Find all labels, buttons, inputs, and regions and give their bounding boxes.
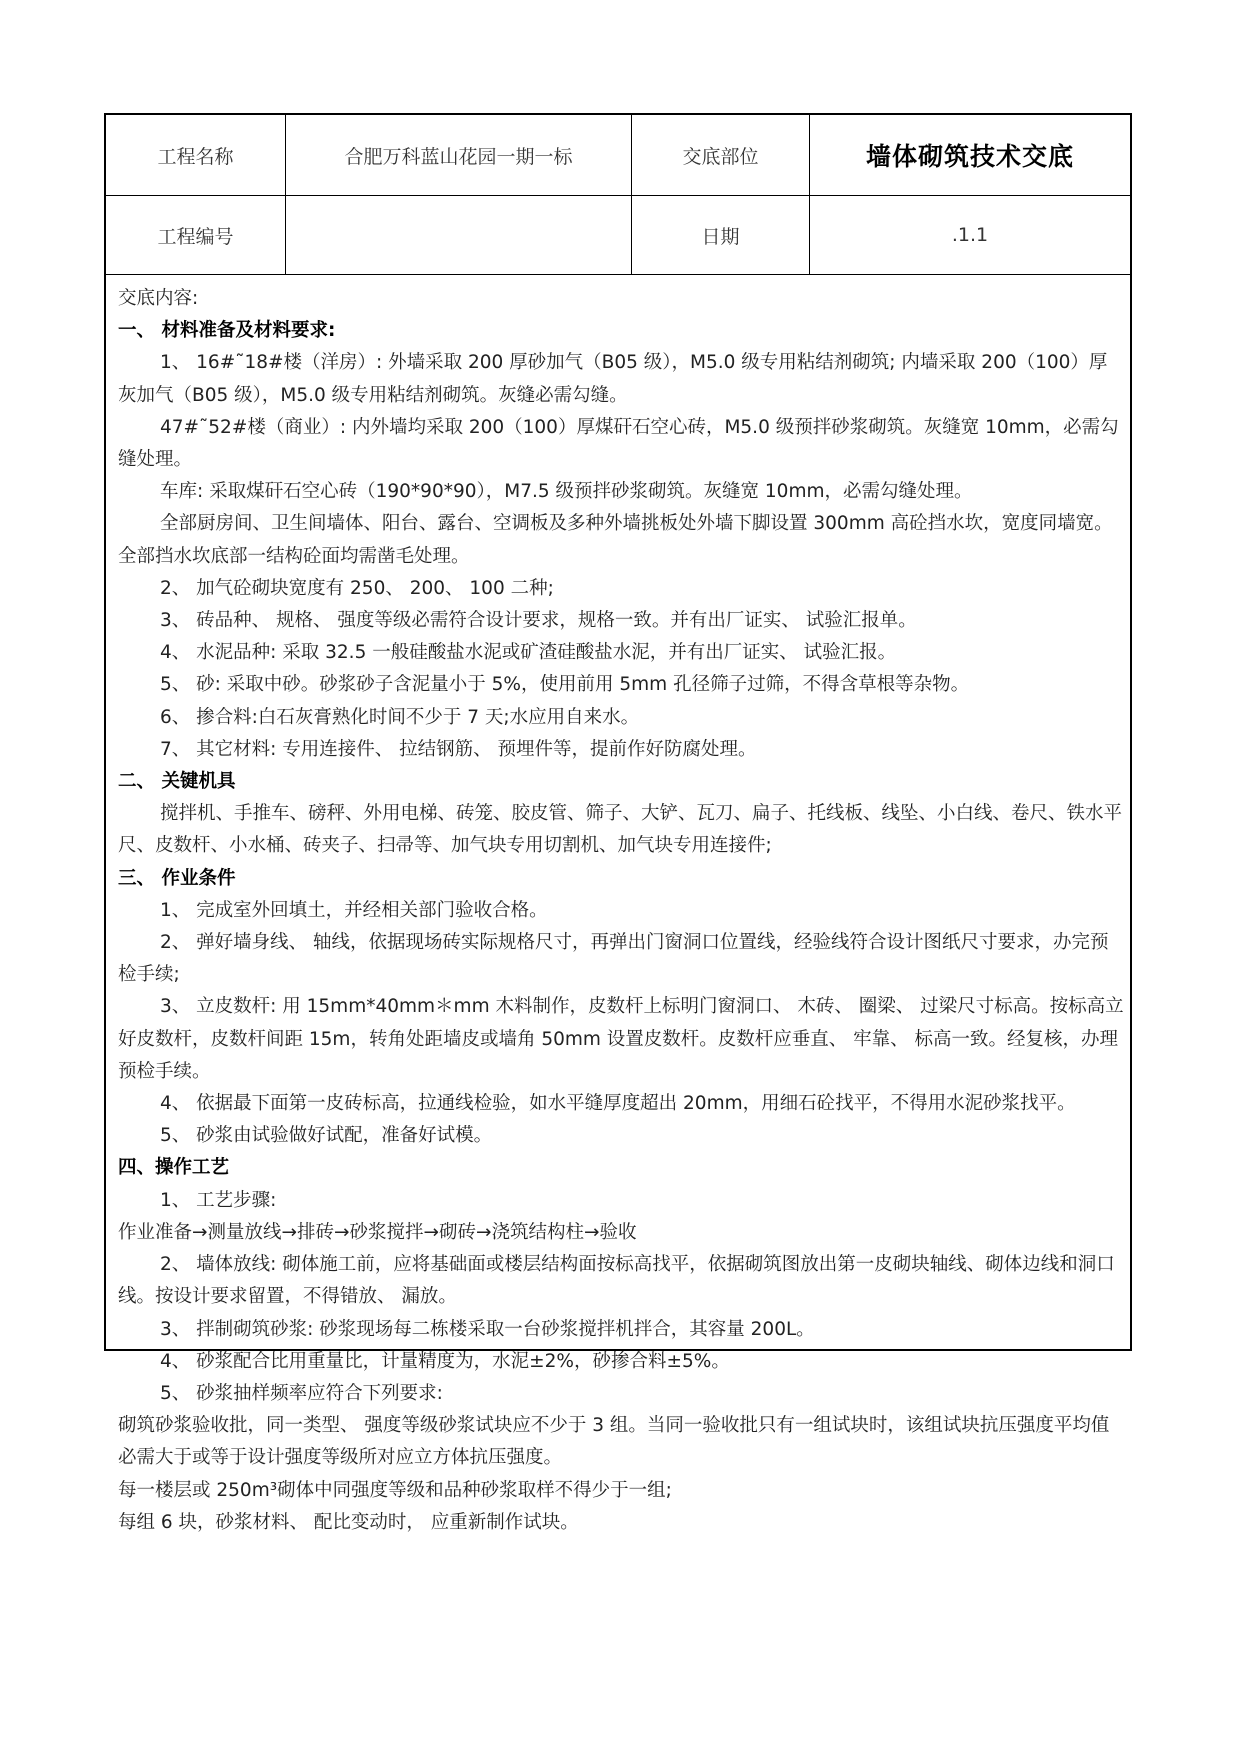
paragraph: 1、 完成室外回填土，并经相关部门验收合格。 [160, 899, 548, 921]
handover-part-label: 交底部位 [632, 115, 810, 195]
project-number-value [286, 196, 632, 274]
paragraph: 6、 掺合料:白石灰膏熟化时间不少于 7 天;水应用自来水。 [160, 706, 640, 728]
header-row-2 [106, 196, 1130, 275]
paragraph: 2、 墙体放线: 砌体施工前，应将基础面或楼层结构面按标高找平，依据砌筑图放出第一皮砌块轴线、砌体边线和洞口线。按设计要求留置，不得错放、 漏放。 [118, 1254, 1115, 1308]
section-title-tools: 二、 关键机具 [118, 771, 236, 793]
paragraph: 车库: 采取煤矸石空心砖（190*90*90），M7.5 级预拌砂浆砌筑。灰缝宽 10mm，必需勾缝处理。 [160, 481, 973, 503]
content-intro: 交底内容: [118, 288, 199, 309]
paragraph: 砌筑砂浆验收批，同一类型、 强度等级砂浆试块应不少于 3 组。当同一验收批只有一组试块时，该组试块抗压强度平均值必需大于或等于设计强度等级所对应立方体抗压强度。 [118, 1415, 1110, 1469]
paragraph: 全部厨房间、卫生间墙体、阳台、露台、空调板及多种外墙挑板处外墙下脚设置 300mm 高砼挡水坎，宽度同墙宽。全部挡水坎底部一结构砼面均需凿毛处理。 [118, 513, 1113, 567]
section-title-conditions: 三、 作业条件 [118, 867, 236, 889]
paragraph: 4、 依据最下面第一皮砖标高，拉通线检验，如水平缝厚度超出 20mm，用细石砼找平，不得用水泥砂浆找平。 [160, 1093, 1076, 1115]
project-name-label: 工程名称 [106, 115, 286, 195]
paragraph: 2、 弹好墙身线、 轴线，依据现场砖实际规格尺寸，再弹出门窗洞口位置线，经验线符合设计图纸尺寸要求，办完预检手续; [118, 932, 1109, 986]
paragraph: 3、 立皮数杆: 用 15mm*40mm＊mm 木料制作，皮数杆上标明门窗洞口、 木砖、 圈梁、 过梁尺寸标高。按标高立好皮数杆，皮数杆间距 15m，转角处距墙皮或墙角 50mm 设置皮数杆。皮数杆应垂直、 牢靠、 标高一致。经复核，办理预检手续。 [118, 996, 1124, 1082]
paragraph: 每组 6 块，砂浆材料、 配比变动时， 应重新制作试块。 [118, 1511, 579, 1533]
paragraph: 2、 加气砼砌块宽度有 250、 200、 100 二种; [160, 577, 554, 599]
paragraph: 1、 16#˜18#楼（洋房）: 外墙采取 200 厚砂加气（B05 级），M5.0 级专用粘结剂砌筑; 内墙采取 200（100）厚灰加气（B05 级），M5.0 级专用粘结剂砌筑。灰缝必需勾缝。 [118, 352, 1108, 406]
paragraph: 3、 拌制砌筑砂浆: 砂浆现场每二栋楼采取一台砂浆搅拌机拌合，其容量 200L。 [160, 1318, 815, 1340]
handover-sheet [104, 113, 1132, 1533]
paragraph: 5、 砂浆由试验做好试配，准备好试模。 [160, 1125, 493, 1147]
paragraph: 4、 砂浆配合比用重量比，计量精度为，水泥±2%，砂掺合料±5%。 [160, 1350, 730, 1372]
handover-part-value: 墙体砌筑技术交底 [865, 142, 1074, 171]
paragraph: 47#˜52#楼（商业）: 内外墙均采取 200（100）厚煤矸石空心砖，M5.0 级预拌砂浆砌筑。灰缝宽 10mm，必需勾缝处理。 [118, 416, 1119, 471]
paragraph: 7、 其它材料: 专用连接件、 拉结钢筋、 预埋件等，提前作好防腐处理。 [160, 738, 757, 760]
paragraph: 5、 砂: 采取中砂。砂浆砂子含泥量小于 5%，使用前用 5mm 孔径筛子过筛，不得含草根等杂物。 [160, 674, 970, 696]
handover-content [106, 275, 1130, 1539]
paragraph: 每一楼层或 250m³砌体中同强度等级和品种砂浆取样不得少于一组; [118, 1479, 672, 1501]
paragraph: 搅拌机、手推车、磅秤、外用电梯、砖笼、胶皮管、筛子、大铲、瓦刀、扁子、托线板、线坠、小白线、卷尺、铁水平尺、皮数杆、小水桶、砖夹子、扫帚等、加气块专用切割机、加气块专用连接件; [118, 803, 1123, 857]
date-label: 日期 [632, 196, 810, 274]
date-value: .1.1 [951, 224, 989, 246]
header-row-1 [106, 115, 1130, 196]
paragraph: 5、 砂浆抽样频率应符合下列要求: [160, 1382, 443, 1404]
paragraph: 3、 砖品种、 规格、 强度等级必需符合设计要求，规格一致。并有出厂证实、 试验汇报单。 [160, 610, 917, 632]
section-title-process: 四、操作工艺 [118, 1157, 230, 1179]
paragraph: 作业准备→测量放线→排砖→砂浆搅拌→砌砖→浇筑结构柱→验收 [118, 1221, 637, 1243]
section-title-materials: 一、 材料准备及材料要求: [118, 320, 336, 342]
paragraph: 1、 工艺步骤: [160, 1189, 277, 1211]
paragraph: 4、 水泥品种: 采取 32.5 一般硅酸盐水泥或矿渣硅酸盐水泥，并有出厂证实、 试验汇报。 [160, 642, 897, 664]
project-number-label: 工程编号 [106, 196, 286, 274]
project-name-value: 合肥万科蓝山花园一期一标 [286, 115, 632, 195]
